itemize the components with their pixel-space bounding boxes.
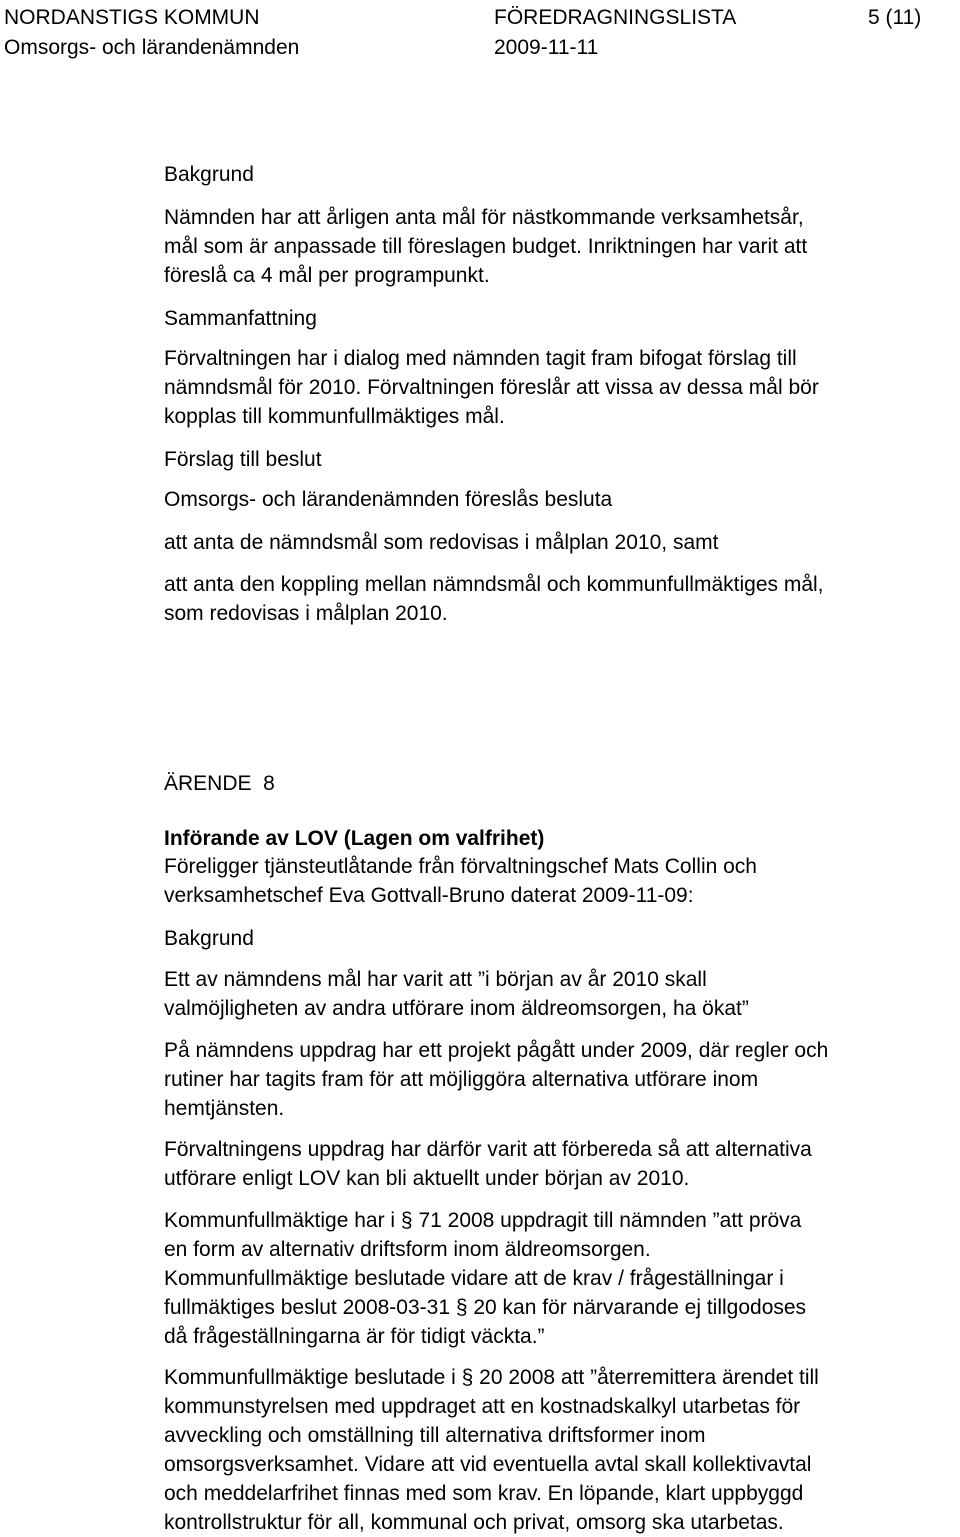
paragraph-5 (164, 1363, 819, 1537)
forslag-heading: Förslag till beslut (164, 448, 322, 471)
text-line: kommunstyrelsen med uppdraget att en kostnadskalkyl utarbetas för (164, 1395, 801, 1418)
text-line: hemtjänsten. (164, 1097, 285, 1120)
forslag-intro: Omsorgs- och lärandenämnden föreslås besluta (164, 488, 613, 511)
arende-number: ÄRENDE 8 (164, 772, 275, 795)
header-org: NORDANSTIGS KOMMUN (4, 6, 260, 29)
text-line: som redovisas i målplan 2010. (164, 602, 448, 625)
text-line: en form av alternativ driftsform inom äldreomsorgen. (164, 1238, 651, 1261)
arende-title: Införande av LOV (Lagen om valfrihet) (164, 827, 545, 850)
text-line: rutiner har tagits fram för att möjliggöra alternativa utförare inom (164, 1068, 759, 1091)
text-line: utförare enligt LOV kan bli aktuellt under början av 2010. (164, 1167, 690, 1190)
header-doc-type: FÖREDRAGNINGSLISTA (494, 6, 737, 29)
paragraph-2 (164, 1036, 828, 1123)
sammanfattning-heading: Sammanfattning (164, 307, 317, 330)
text-line: mål som är anpassade till föreslagen budget. Inriktningen har varit att (164, 235, 808, 258)
header-date: 2009-11-11 (494, 36, 599, 59)
text-line: På nämndens uppdrag har ett projekt pågått under 2009, där regler och (164, 1039, 829, 1062)
bakgrund-heading: Bakgrund (164, 163, 254, 186)
text-line: Föreligger tjänsteutlåtande från förvaltningschef Mats Collin och (164, 855, 757, 878)
bakgrund-heading-2: Bakgrund (164, 927, 254, 950)
arende-intro (164, 852, 757, 910)
text-line: omsorgsverksamhet. Vidare att vid eventuella avtal skall kollektivavtal (164, 1453, 812, 1476)
text-line: verksamhetschef Eva Gottvall-Bruno daterat 2009-11-09: (164, 884, 694, 907)
sammanfattning-text (164, 344, 819, 431)
forslag-point-2 (164, 570, 824, 628)
forslag-point-1: att anta de nämndsmål som redovisas i målplan 2010, samt (164, 531, 719, 554)
text-line: Förvaltningens uppdrag har därför varit att förbereda så att alternativa (164, 1138, 812, 1161)
paragraph-1 (164, 965, 749, 1023)
text-line: Kommunfullmäktige har i § 71 2008 uppdragit till nämnden ”att pröva (164, 1209, 802, 1232)
text-line: Kommunfullmäktige beslutade vidare att de krav / frågeställningar i (164, 1267, 784, 1290)
text-line: Nämnden har att årligen anta mål för nästkommande verksamhetsår, (164, 206, 804, 229)
text-line: och meddelarfrihet finnas med som krav. En löpande, klart uppbyggd (164, 1482, 804, 1505)
text-line: valmöjligheten av andra utförare inom äldreomsorgen, ha ökat” (164, 997, 749, 1020)
text-line: Förvaltningen har i dialog med nämnden tagit fram bifogat förslag till (164, 347, 797, 370)
bakgrund-text (164, 203, 807, 290)
text-line: nämndsmål för 2010. Förvaltningen föreslår att vissa av dessa mål bör (164, 376, 819, 399)
header-committee: Omsorgs- och lärandenämnden (4, 36, 300, 59)
text-line: kopplas till kommunfullmäktiges mål. (164, 405, 505, 428)
text-line: föreslå ca 4 mål per programpunkt. (164, 264, 490, 287)
text-line: Ett av nämndens mål har varit att ”i början av år 2010 skall (164, 968, 707, 991)
text-line: då frågeställningarna är för tidigt väckta.” (164, 1325, 545, 1348)
text-line: avveckling och omställning till alternativa driftsformer inom (164, 1424, 706, 1447)
text-line: Kommunfullmäktige beslutade i § 20 2008 att ”återremittera ärendet till (164, 1366, 819, 1389)
paragraph-4 (164, 1206, 806, 1351)
text-line: fullmäktiges beslut 2008-03-31 § 20 kan för närvarande ej tillgodoses (164, 1296, 807, 1319)
text-line: kontrollstruktur för all, kommunal och privat, omsorg ska utarbetas. (164, 1511, 784, 1534)
text-line: att anta den koppling mellan nämndsmål och kommunfullmäktiges mål, (164, 573, 824, 596)
header-page-number: 5 (11) (868, 6, 922, 29)
paragraph-3 (164, 1135, 812, 1193)
